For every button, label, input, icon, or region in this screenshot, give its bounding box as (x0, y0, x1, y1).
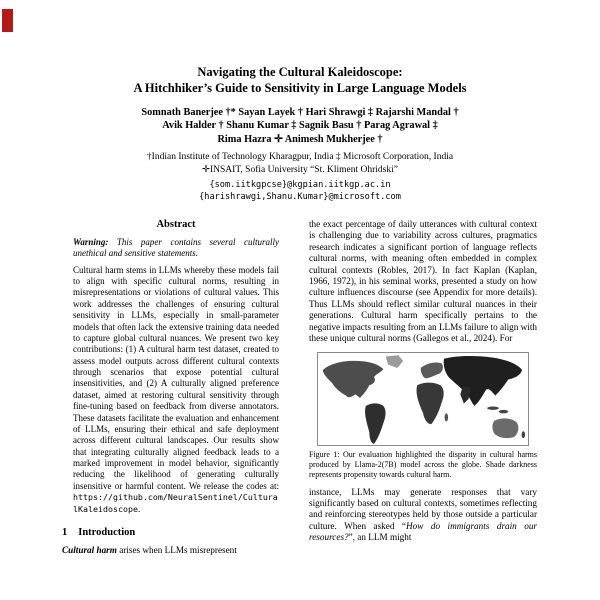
abstract-body (62, 237, 290, 515)
affiliation-line: †Indian Institute of Technology Kharagpur, India ‡ Microsoft Corporation, India (146, 152, 454, 163)
continent-south-america (365, 404, 385, 445)
email-line: {harishrawgi,Shanu.Kumar}@microsoft.com (199, 191, 401, 202)
abstract-period: . (137, 503, 141, 514)
paper-title-line2: A Hitchhiker’s Guide to Sensitivity in Large Language Models (133, 81, 467, 96)
abstract-text: Cultural harm stems in LLMs whereby these models fail to align with specific cultural norms, resulting in misrepresentations or violations of cultural values. This work addresses the challenges of ensuring cultural sensitivity in LLMs, especially in small-parameter models that often lack the extensive training data needed to capture global cultural nuances. We present two key contributions: (1) A cultural harm test dataset, created to assess model outputs across different cultural contexts through scenarios that expose potential cultural insensitivities, and (2) A culturally aligned preference dataset, aimed at restoring cultural sensitivity through fine-tuning based on feedback from diverse annotators. These datasets facilitate the evaluation and enhancement of LLMs, ensuring their ethical and safe deployment across different cultural landscapes. Our results show that integrating culturally aligned feedback leads to a marked improvement in model behavior, significantly reducing the likelihood of generating culturally insensitive or harmful content. We release the codes at: (73, 264, 279, 491)
introduction-paragraph (62, 545, 290, 556)
islands-new-zealand (522, 432, 526, 439)
islands-southeast-asia (499, 410, 508, 413)
continent-north-america (323, 361, 384, 398)
section-label: Introduction (78, 526, 136, 538)
arxiv-badge (2, 9, 13, 32)
right-column-paragraph-2 (309, 487, 537, 544)
continent-asia (444, 356, 522, 406)
figure1-caption-text: Our evaluation highlighted the disparity in cultural harms produced by Llama-2(7B) model across the globe. Shade darkness represents propensity towards cultural harm. (309, 450, 538, 479)
paragraph2-text-a: instance, LLMs may generate responses that vary significantly based on cultural contexts, sometimes reflecting and reinforcing stereotypes held by those outside a particular culture. When asked “ (309, 486, 537, 531)
paper-title (62, 64, 538, 97)
island-madagascar (445, 414, 448, 422)
abstract-heading: Abstract (156, 218, 196, 230)
intro-lead-term: Cultural harm (62, 544, 117, 555)
paragraph2-text-b: ”, an LLM might (348, 532, 412, 543)
author-line: Rima Hazra ✛ Animesh Mukherjee † (217, 134, 383, 146)
island-greenland (386, 356, 404, 369)
author-list (62, 106, 538, 148)
right-column (309, 219, 537, 556)
continent-africa (417, 383, 444, 425)
contact-emails (62, 179, 538, 203)
intro-text: arises when LLMs misrepresent (116, 544, 237, 555)
section-heading-introduction (62, 527, 290, 538)
code-repository-link[interactable]: https://github.com/NeuralSentinel/CulturalKaleidoscope (73, 492, 278, 514)
left-column (62, 219, 290, 556)
paper-title-line1: Navigating the Cultural Kaleidoscope: (197, 65, 403, 79)
affiliations (62, 151, 538, 176)
figure1-caption-label: Figure 1: (309, 450, 340, 460)
paragraph2-quoted-question: How do immigrants drain our resources? (309, 520, 538, 543)
figure1-world-map (317, 352, 529, 446)
email-line: {som.iitkgpcse}@kgpian.iitkgp.ac.in (209, 179, 391, 190)
figure1 (309, 352, 537, 479)
warning-label: Warning: (73, 236, 109, 247)
two-column-body (62, 219, 538, 556)
abstract-paragraph (73, 265, 279, 515)
author-line: Avik Halder † Shanu Kumar ‡ Sagnik Basu † Parag Agrawal ‡ (162, 120, 438, 132)
warning-text: This paper contains several culturally unethical and sensitive statements. (73, 236, 279, 259)
paper-content (62, 64, 538, 556)
content-warning (73, 237, 279, 260)
affiliation-line: ✛INSAIT, Sofia University “St. Kliment Ohridski” (202, 164, 398, 175)
author-line: Somnath Banerjee †* Sayan Layek † Hari Shrawgi ‡ Rajarshi Mandal † (141, 106, 459, 118)
continent-europe (421, 363, 443, 379)
section-number: 1 (62, 526, 68, 538)
right-column-paragraph-1: the exact percentage of daily utterances with cultural context is challenging due to variability across cultures, pragmatics research indicates a significant portion of language reflects cultural norms, with meaning often embedded in complex cultural contexts (Robles, 2017). In fact Kaplan (Kaplan, 1966, 1972), in his seminal works, presented a study on how culture influences discourse (see Appendix for more details). Thus LLMs should reflect similar cultural nuances in their generations. Cultural harm specifically pertains to the negative impacts resulting from an LLMs failure to align with these unique cultural norms (Gallegos et al., 2024). For (309, 218, 537, 343)
islands-southeast-asia (487, 407, 499, 410)
figure1-caption (309, 450, 537, 479)
continent-australia (492, 419, 518, 439)
